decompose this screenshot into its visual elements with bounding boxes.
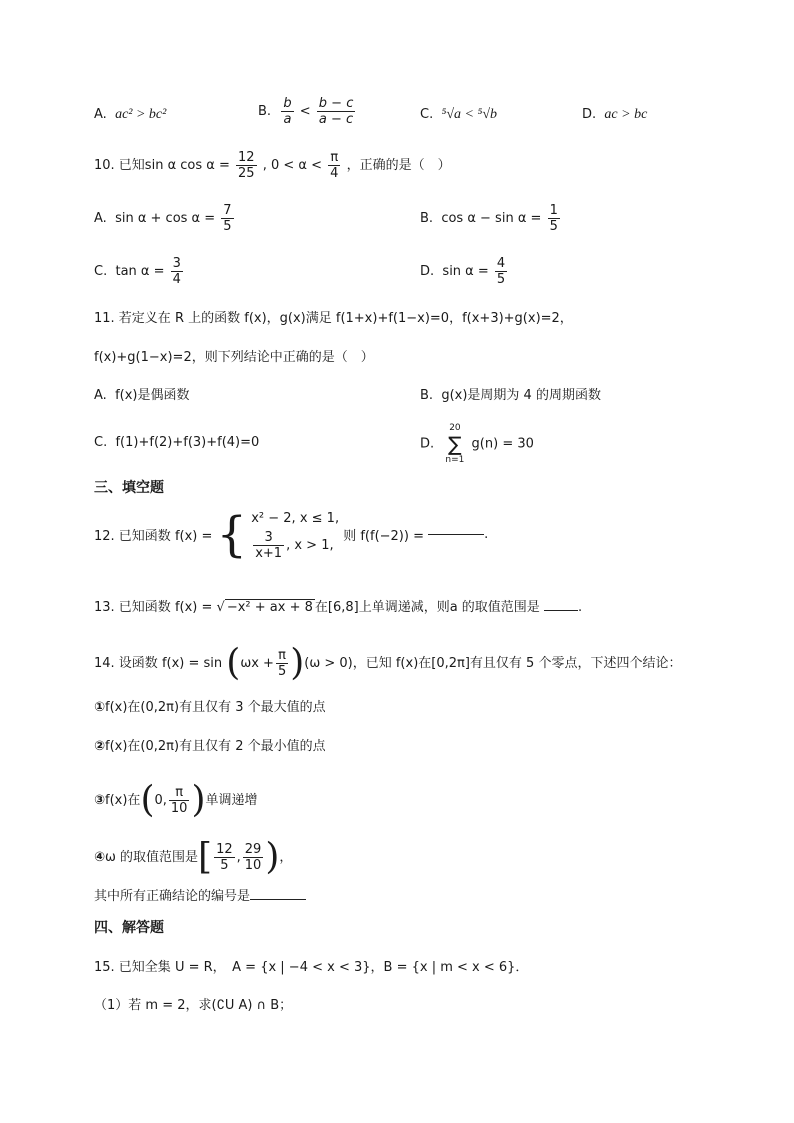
option-label: A. xyxy=(94,211,107,226)
sqrt-icon: √ xyxy=(216,600,225,615)
option-text: ac > bc xyxy=(604,107,648,122)
numerator: 1 xyxy=(549,203,558,218)
fraction xyxy=(243,842,264,873)
sigma-icon: ∑ xyxy=(448,432,462,456)
conclusion-text: f(x)在(0,2π)有且仅有 2 个最小值的点 xyxy=(105,739,326,754)
less-than: < xyxy=(299,104,311,119)
option-label: C. xyxy=(94,264,108,279)
q10-option-a xyxy=(94,203,236,234)
stem-text: 则 f(f(−2)) = xyxy=(343,529,424,544)
conclusion-text: f(x)在 xyxy=(105,793,141,808)
stem-text: (ω > 0)，已知 f(x)在[0,2π]有且仅有 5 个零点，下述四个结论： xyxy=(304,656,682,671)
numerator: 3 xyxy=(253,530,284,546)
q11-option-b xyxy=(420,386,601,406)
piecewise-cases xyxy=(251,508,339,561)
option-label: C. xyxy=(420,107,434,122)
option-label: A. xyxy=(94,107,107,122)
stem-text: 12. 已知函数 f(x) = xyxy=(94,529,213,544)
fraction xyxy=(495,256,507,287)
fraction xyxy=(236,150,257,181)
q9-option-c xyxy=(420,105,497,125)
numerator: 4 xyxy=(496,256,506,271)
denominator: 5 xyxy=(496,272,506,287)
conclusion-text: 单调递增 xyxy=(205,793,258,808)
q10-stem xyxy=(94,150,451,181)
denominator: 5 xyxy=(220,858,229,873)
stem-text: 14. 设函数 f(x) = sin xyxy=(94,656,223,671)
numerator: π xyxy=(169,785,190,801)
period: . xyxy=(484,527,489,542)
q11-option-c xyxy=(94,433,259,453)
period: . xyxy=(577,600,583,615)
option-text: sin α + cos α = xyxy=(115,211,216,226)
circled-1-icon: ① xyxy=(94,700,106,715)
q15-part-1: （1）若 m = 2，求(∁U A) ∩ B； xyxy=(94,998,293,1013)
q13-stem xyxy=(94,598,582,618)
paren-close: ) xyxy=(265,836,280,878)
numerator: 12 xyxy=(238,150,255,165)
option-label: A. xyxy=(94,388,107,403)
q11-stem-line1: 11. 若定义在 R 上的函数 f(x)，g(x)满足 f(1+x)+f(1−x)=0，f(x+3)+g(x)=2， xyxy=(94,311,573,326)
option-label: B. xyxy=(258,104,272,119)
numerator: 12 xyxy=(216,842,233,857)
q14-conclusion-1 xyxy=(94,698,326,718)
fraction xyxy=(548,203,560,234)
option-text: tan α = xyxy=(115,264,165,279)
denominator: 5 xyxy=(223,219,232,234)
case-cond: , x > 1, xyxy=(286,538,334,553)
fraction xyxy=(281,96,293,127)
q9-option-d xyxy=(582,105,647,125)
denominator: 4 xyxy=(172,272,181,287)
numerator: π xyxy=(328,150,340,166)
stem-text: 10. 已知sin α cos α = xyxy=(94,158,230,173)
numerator: π xyxy=(276,648,288,664)
answer-blank[interactable] xyxy=(544,610,578,611)
paren-close: ) xyxy=(191,779,206,821)
q10-option-d xyxy=(420,256,509,287)
interval-start: 0, xyxy=(154,793,167,808)
numerator: b xyxy=(283,96,292,111)
q11-option-a xyxy=(94,386,189,406)
paren-open: ( xyxy=(226,642,241,684)
option-text: f(1)+f(2)+f(3)+f(4)=0 xyxy=(115,435,260,450)
fraction xyxy=(171,256,183,287)
circled-3-icon: ③ xyxy=(94,793,106,808)
stem-text: 13. 已知函数 f(x) = xyxy=(94,600,213,615)
q14-conclusion-3 xyxy=(94,779,258,821)
stem-text: 其中所有正确结论的编号是 xyxy=(94,889,251,904)
answer-blank[interactable] xyxy=(428,534,484,535)
q9-option-a xyxy=(94,105,166,125)
q14-stem xyxy=(94,642,682,684)
stem-text: 在[6,8]上单调递减，则a 的取值范围是 xyxy=(314,600,540,615)
option-text: ac² > bc² xyxy=(115,107,167,122)
denominator: 25 xyxy=(238,166,255,181)
q10-option-b xyxy=(420,203,562,234)
fraction xyxy=(276,648,288,679)
fraction xyxy=(214,842,235,873)
numerator: 3 xyxy=(172,256,181,271)
q11-option-d xyxy=(420,422,534,466)
radicand: −x² + ax + 8 xyxy=(226,600,313,615)
option-label: B. xyxy=(420,388,434,403)
conclusion-text: ω 的取值范围是 xyxy=(105,850,199,865)
q9-option-b xyxy=(258,96,357,127)
fraction xyxy=(328,150,340,181)
denominator: a xyxy=(283,112,292,127)
numerator: b − c xyxy=(318,96,354,111)
denominator: 10 xyxy=(244,858,262,873)
option-label: D. xyxy=(582,107,597,122)
denominator: a − c xyxy=(318,112,354,127)
option-label: D. xyxy=(420,264,435,279)
denominator: 5 xyxy=(549,219,558,234)
answer-blank[interactable] xyxy=(250,899,306,900)
bracket-open: [ xyxy=(198,836,213,878)
circled-4-icon: ④ xyxy=(94,850,106,865)
circled-2-icon: ② xyxy=(94,739,106,754)
sum-lower: n=1 xyxy=(445,455,465,465)
paren-close: ) xyxy=(290,642,305,684)
q11-stem-line2: f(x)+g(1−x)=2，则下列结论中正确的是（ ） xyxy=(94,350,374,365)
inner-expr: ωx + xyxy=(240,656,274,671)
section-title-solve: 四、解答题 xyxy=(94,920,164,936)
numerator: 29 xyxy=(244,842,262,857)
stem-text: , 0 < α < xyxy=(262,158,322,173)
option-text: f(x)是偶函数 xyxy=(115,388,190,403)
fraction xyxy=(253,530,284,561)
case-2 xyxy=(251,530,339,561)
option-text: g(x)是周期为 4 的周期函数 xyxy=(441,388,601,403)
denominator: x+1 xyxy=(255,546,283,561)
conclusion-text: ， xyxy=(279,850,293,865)
option-label: D. xyxy=(420,436,435,452)
option-text: g(n) = 30 xyxy=(471,436,534,452)
q15-stem: 15. 已知全集 U = R， A = {x | −4 < x < 3}，B = {x | m < x < 6}． xyxy=(94,960,529,975)
denominator: 4 xyxy=(330,166,339,181)
section-title-fill-blank: 三、填空题 xyxy=(94,480,164,496)
q12-stem xyxy=(94,508,488,561)
option-text: cos α − sin α = xyxy=(441,211,542,226)
option-label: C. xyxy=(94,435,108,450)
fraction xyxy=(221,203,233,234)
q14-conclusion-4: ④ω 的取值范围是[ $\frac{12}{5}$ , $\frac{29}{10}$ )， xyxy=(94,836,293,878)
q10-option-c xyxy=(94,256,185,287)
option-text: ⁵√a < ⁵√b xyxy=(441,107,498,122)
sum-upper: 20 xyxy=(449,423,461,433)
q14-conclusion-2 xyxy=(94,737,326,757)
denominator: 5 xyxy=(277,664,287,679)
brace-icon: { xyxy=(216,506,248,563)
stem-text: ，正确的是（ ） xyxy=(346,158,451,173)
fraction xyxy=(317,96,356,127)
paren-open: ( xyxy=(140,779,155,821)
denominator: 10 xyxy=(170,801,188,816)
fraction xyxy=(169,785,190,816)
case-1: x² − 2, x ≤ 1, xyxy=(251,511,340,526)
conclusion-text: f(x)在(0,2π)有且仅有 3 个最大值的点 xyxy=(105,700,326,715)
option-label: B. xyxy=(420,211,434,226)
option-text: sin α = xyxy=(442,264,489,279)
summation xyxy=(445,422,464,466)
q14-answer-line xyxy=(94,887,306,907)
numerator: 7 xyxy=(223,203,232,218)
